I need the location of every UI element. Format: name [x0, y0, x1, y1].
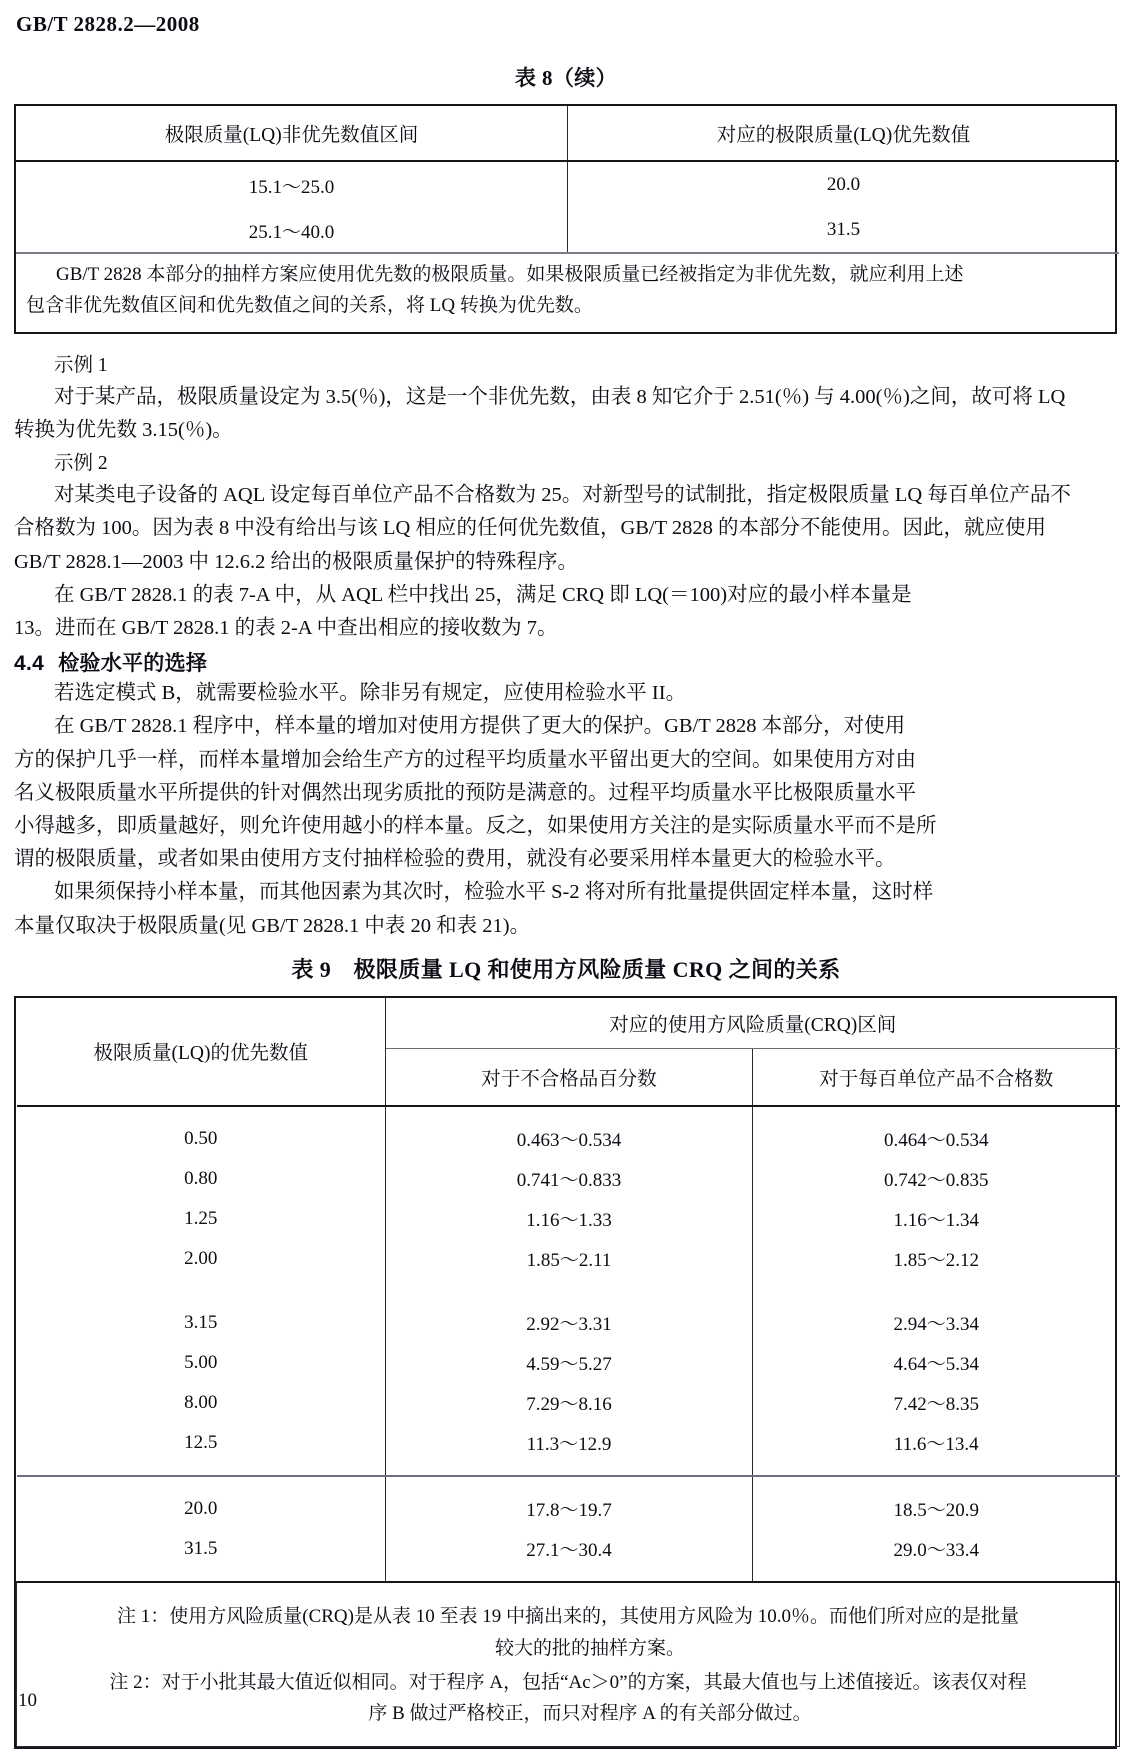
- table-row: [16, 162, 1119, 208]
- table9-spacer: [17, 1291, 1120, 1303]
- table9-cell-lq: 12.5: [17, 1423, 386, 1463]
- text-line: 13。进而在 GB/T 2828.1 的表 2-A 中查出相应的接收数为 7。: [14, 616, 558, 639]
- table9-cell-lq: 2.00: [17, 1239, 386, 1279]
- text-line: 谓的极限质量，或者如果由使用方支付抽样检验的费用，就没有必要采用样本量更大的检验水平。: [14, 848, 896, 871]
- table9-cell-percent: 2.92～3.31: [386, 1303, 753, 1343]
- text-line: 合格数为 100。因为表 8 中没有给出与该 LQ 相应的任何优先数值，GB/T 2828 的本部分不能使用。因此，就应使用: [14, 517, 1047, 540]
- page-content: [14, 62, 1118, 1749]
- table9-cell-per-hundred: 0.742～0.835: [883, 1170, 989, 1192]
- table9-header-row-1: [17, 998, 1120, 1049]
- example-2-text: [14, 479, 1118, 579]
- table8-body: [16, 162, 1119, 254]
- table8-note-row: [16, 254, 1119, 332]
- table9-group-divider: [17, 1463, 1120, 1476]
- table9-cell-per-hundred: 7.42～8.35: [893, 1394, 979, 1416]
- text-line: 方的保护几乎一样，而样本量增加会给生产方的过程平均质量水平留出更大的空间。如果使用方对由: [14, 748, 916, 771]
- table9-cell-lq: 20.0: [17, 1489, 386, 1529]
- table8-header-col1: 极限质量(LQ)非优先数值区间: [16, 106, 568, 161]
- section-heading-4-4: [14, 647, 1118, 677]
- table8-cell-preferred: 20.0: [826, 174, 861, 195]
- example-2-label: 示例 2: [54, 452, 108, 474]
- text-line: 注 1：使用方风险质量(CRQ)是从表 10 至表 19 中摘出来的，其使用方风险为 10.0％。而他们所对应的是批量: [117, 1605, 1019, 1627]
- table9-header-sub-b: 对于每百单位产品不合格数: [753, 1048, 1120, 1106]
- section-paragraph-3: [14, 876, 1118, 942]
- section-paragraph-1: [14, 677, 1118, 710]
- table8-note: [16, 254, 1119, 332]
- table9-cell-lq: 0.80: [17, 1159, 386, 1199]
- table8: [16, 106, 1119, 162]
- text-line: 对某类电子设备的 AQL 设定每百单位产品不合格数为 25。对新型号的试制批，指定极限质量 LQ 每百单位产品不: [54, 484, 1071, 507]
- table-row: [17, 1119, 1120, 1159]
- table9-cell-percent: 0.463～0.534: [386, 1119, 753, 1159]
- table9-cell-per-hundred: 0.464～0.534: [883, 1130, 989, 1152]
- table9-notes: [17, 1582, 1120, 1747]
- text-line: 对于某产品，极限质量设定为 3.5(％)，这是一个非优先数，由表 8 知它介于 2.51(％) 与 4.00(％)之间，故可将 LQ: [54, 386, 1066, 409]
- text-line: 小得越多，即质量越好，则允许使用越小的样本量。反之，如果使用方关注的是实际质量水平而不是所: [14, 814, 937, 837]
- table8-note-line: 包含非优先数值区间和优先数值之间的关系，将 LQ 转换为优先数。: [26, 294, 593, 316]
- table9-cell-per-hundred: 4.64～5.34: [893, 1354, 979, 1376]
- table-row: [17, 1239, 1120, 1279]
- table9-cell-per-hundred: 11.6～13.4: [893, 1434, 979, 1456]
- table9-cell-lq: 5.00: [17, 1343, 386, 1383]
- table9-header-crq: 对应的使用方风险质量(CRQ)区间: [386, 998, 1120, 1049]
- table9-group-divider: [17, 1279, 1120, 1291]
- text-line: 名义极限质量水平所提供的针对偶然出现劣质批的预防是满意的。过程平均质量水平比极限质量水平: [14, 781, 916, 804]
- table9-cell-per-hundred: 1.85～2.12: [893, 1250, 979, 1272]
- table9-cell-percent: 0.741～0.833: [386, 1159, 753, 1199]
- table9-note-1: [31, 1601, 1105, 1665]
- section-paragraph-2: [14, 710, 1118, 876]
- table9-header-lq: 极限质量(LQ)的优先数值: [17, 998, 386, 1106]
- table9-caption: 表 9 极限质量 LQ 和使用方风险质量 CRQ 之间的关系: [291, 956, 841, 982]
- table-row: [17, 1423, 1120, 1463]
- table8-note-line: GB/T 2828 本部分的抽样方案应使用优先数的极限质量。如果极限质量已经被指定为非优先数，就应利用上述: [56, 264, 964, 285]
- table9-cell-percent: 1.85～2.11: [386, 1239, 753, 1279]
- table9-cell-percent: 7.29～8.16: [386, 1383, 753, 1423]
- table9-cell-lq: 0.50: [17, 1119, 386, 1159]
- running-header-standard-id: GB/T 2828.2—2008: [16, 12, 200, 36]
- table8-note-table: [16, 254, 1119, 332]
- table-row: [16, 208, 1119, 253]
- text-line: 较大的批的抽样方案。: [494, 1637, 685, 1659]
- table8-header-row: [16, 106, 1119, 161]
- example-1-label: 示例 1: [54, 354, 108, 376]
- table-row: [17, 1199, 1120, 1239]
- table9-cell-percent: 4.59～5.27: [386, 1343, 753, 1383]
- text-line: 在 GB/T 2828.1 的表 7-A 中，从 AQL 栏中找出 25，满足 CRQ 即 LQ(＝100)对应的最小样本量是: [54, 583, 912, 606]
- table9-cell-lq: 1.25: [17, 1199, 386, 1239]
- table-row: [17, 1529, 1120, 1569]
- text-line: 若选定模式 B，就需要检验水平。除非另有规定，应使用检验水平 II。: [54, 682, 687, 705]
- text-line: 如果须保持小样本量，而其他因素为其次时，检验水平 S‐2 将对所有批量提供固定样本量，这时样: [54, 881, 934, 904]
- section-number: 4.4: [14, 652, 45, 676]
- table9-cell-lq: 8.00: [17, 1383, 386, 1423]
- table9-box: [14, 996, 1117, 1750]
- table-row: [17, 1489, 1120, 1529]
- example-1-text: [14, 381, 1118, 447]
- table9-cell-percent: 27.1～30.4: [386, 1529, 753, 1569]
- table9-header-sub-a: 对于不合格品百分数: [386, 1048, 753, 1106]
- paragraph-after-examples: [14, 579, 1118, 645]
- text-line: 序 B 做过严格校正，而只对程序 A 的有关部分做过。: [368, 1703, 812, 1725]
- table9-cell-per-hundred: 18.5～20.9: [893, 1500, 979, 1522]
- table9-cell-per-hundred: 1.16～1.34: [893, 1210, 979, 1232]
- table9-group-end: [17, 1569, 1120, 1582]
- table9-notes-row: [17, 1582, 1120, 1747]
- table9-cell-lq: 31.5: [17, 1529, 386, 1569]
- table8-box: [14, 104, 1117, 334]
- page-number: 10: [18, 1690, 37, 1711]
- section-title: 检验水平的选择: [58, 652, 208, 676]
- table9-cell-per-hundred: 2.94～3.34: [893, 1314, 979, 1336]
- table9-cell-lq: 3.15: [17, 1303, 386, 1343]
- table9-note-2: [31, 1667, 1105, 1731]
- table8-cell-preferred: 31.5: [568, 208, 1120, 253]
- table-row: [17, 1159, 1120, 1199]
- table8-cell-interval: 15.1～25.0: [16, 162, 568, 208]
- table9-spacer: [17, 1106, 1120, 1119]
- text-line: 在 GB/T 2828.1 程序中，样本量的增加对使用方提供了更大的保护。GB/T 2828 本部分，对使用: [54, 715, 906, 738]
- table9-cell-percent: 1.16～1.33: [386, 1199, 753, 1239]
- table-row: [17, 1303, 1120, 1343]
- text-line: GB/T 2828.1—2003 中 12.6.2 给出的极限质量保护的特殊程序。: [14, 550, 578, 573]
- table8-caption: 表 8（续）: [514, 66, 618, 90]
- table9-spacer: [17, 1476, 1120, 1489]
- table9-cell-per-hundred: 29.0～33.4: [893, 1540, 979, 1562]
- table8-header-col2: 对应的极限质量(LQ)优先数值: [568, 106, 1120, 161]
- text-line: 注 2：对于小批其最大值近似相同。对于程序 A，包括“Ac＞0”的方案，其最大值也与上述值接近。该表仅对程: [109, 1671, 1027, 1693]
- table-row: [17, 1343, 1120, 1383]
- table9: [16, 998, 1120, 1748]
- table9-cell-percent: 17.8～19.7: [386, 1489, 753, 1529]
- table8-cell-interval: 25.1～40.0: [16, 208, 568, 253]
- text-line: 转换为优先数 3.15(％)。: [14, 419, 233, 442]
- table-row: [17, 1383, 1120, 1423]
- text-line: 本量仅取决于极限质量(见 GB/T 2828.1 中表 20 和表 21)。: [14, 914, 531, 937]
- table9-cell-percent: 11.3～12.9: [386, 1423, 753, 1463]
